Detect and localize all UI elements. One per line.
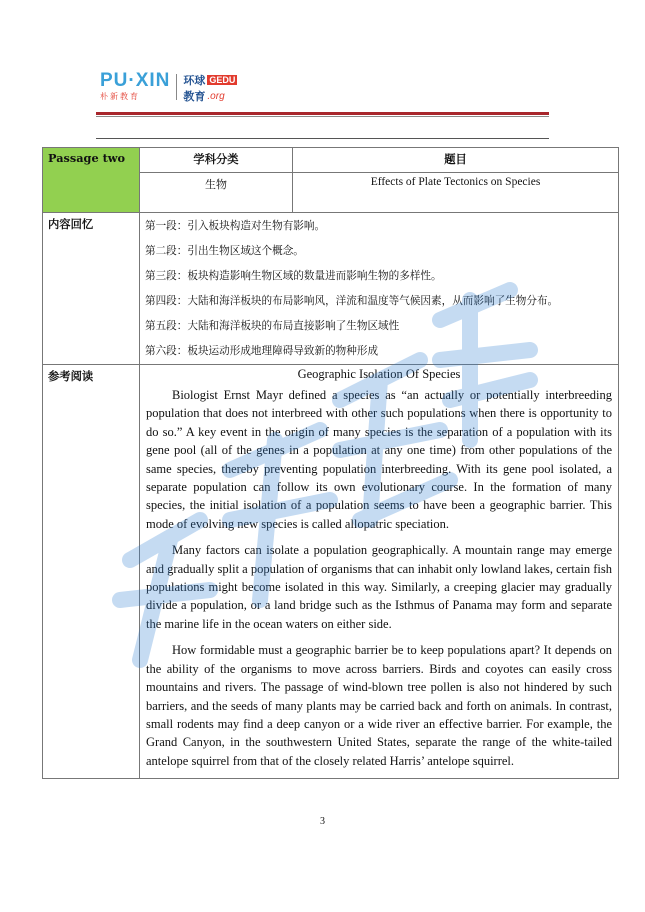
gedu-logo-cn-2: 教育 xyxy=(183,90,206,103)
recall-item: 第五段：大陆和海洋板块的布局直接影响了生物区域性 xyxy=(145,320,400,332)
gedu-logo xyxy=(183,72,237,104)
puxin-logo-text: PU·XIN xyxy=(100,70,171,91)
recall-item: 第六段：板块运动形成地理障碍导致新的物种形成 xyxy=(145,345,379,357)
puxin-logo-cn: 朴新教育 xyxy=(100,92,140,101)
reading-content xyxy=(140,365,619,779)
recall-item: 第一段：引入板块构造对生物有影响。 xyxy=(145,220,326,232)
recall-item: 第二段：引出生物区域这个概念。 xyxy=(145,245,304,257)
passage-label: Passage two xyxy=(43,148,140,213)
passage-table xyxy=(42,147,619,779)
reading-title: Geographic Isolation Of Species xyxy=(297,367,461,381)
subject-header: 学科分类 xyxy=(140,148,293,173)
topic-header: 题目 xyxy=(293,148,619,173)
recall-item: 第三段：板块构造影响生物区域的数量进而影响生物的多样性。 xyxy=(145,270,442,282)
logo xyxy=(100,72,237,104)
recall-content xyxy=(140,213,619,365)
page-number: 3 xyxy=(320,816,325,827)
recall-item: 第四段：大陆和海洋板块的布局影响风，洋流和温度等气候因素，从而影响了生物分布。 xyxy=(145,295,559,307)
reading-paragraph: Many factors can isolate a population geographically. A mountain range may emerge and gradually split a population of organisms that can inhabit only lowland lakes, certain fish populations might become isolated in this way. Similarly, a creeping glacier may gradually divide a population, or a land bridge such as the Isthmus of Panama may form and separate the marine life in the ocean waters on either side. xyxy=(146,543,612,631)
topic-value: Effects of Plate Tectonics on Species xyxy=(293,173,619,213)
logo-divider xyxy=(176,74,177,100)
header-rule-thin xyxy=(96,138,549,139)
page-header xyxy=(0,0,645,145)
reading-paragraph: How formidable must a geographic barrier be to keep populations apart? It depends on the ability of the organisms to move across barriers. Birds and coyotes can easily cross mountains and rivers. The passage of wind-blown tree pollen is also not hindered by such barriers, and the seeds of many plants may be carried back and forth on animals. In contrast, small rodents may find a deep canyon or a wide river an effective barrier. For example, the Grand Canyon, in the southwestern United States, separate the range of the white-tailed antelope squirrel from that of the closely related Harris’ antelope squirrel. xyxy=(146,643,612,768)
reading-label: 参考阅读 xyxy=(43,365,140,779)
subject-value: 生物 xyxy=(140,173,293,213)
header-rule-gray xyxy=(96,116,549,117)
recall-label: 内容回忆 xyxy=(43,213,140,365)
gedu-logo-cn: 环球 xyxy=(183,74,206,87)
gedu-org: .org xyxy=(207,90,225,102)
puxin-logo xyxy=(100,72,170,102)
header-rule-red xyxy=(96,112,549,115)
reading-paragraph: Biologist Ernst Mayr defined a species as “an actually or potentially interbreeding population that does not interbreed with other such populations when there is opportunity to do so.” A key event in the origin of many species is the separation of a population with its gene pool (all of the genes in a population at any one time) from other populations of the same species, thereby preventing population interbreeding. With its gene pool isolated, a separate population can follow its own evolutionary course. In the formation of many species, the initial isolation of a population seems to have been a geographic barrier. This mode of evolving new species is called allopatric speciation. xyxy=(146,388,612,531)
gedu-badge: GEDU xyxy=(209,75,236,85)
